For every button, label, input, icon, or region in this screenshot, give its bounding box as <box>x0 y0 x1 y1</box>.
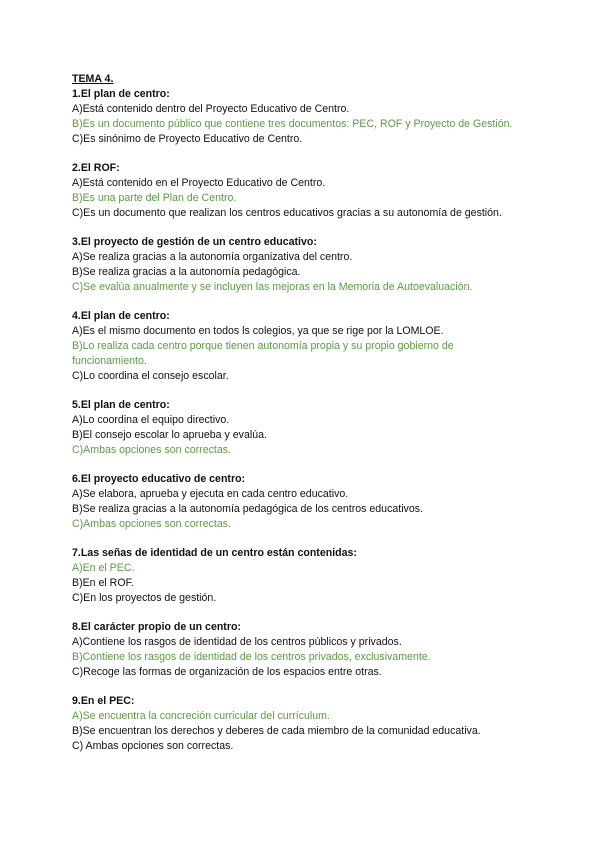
question-block <box>72 235 530 295</box>
question-block <box>72 309 530 384</box>
document-title: TEMA 4. <box>72 73 114 85</box>
answer-option: A)Se realiza gracias a la autonomía organizativa del centro. <box>72 251 353 263</box>
question-title: 4.El plan de centro: <box>72 310 170 322</box>
question-title: 8.El carácter propio de un centro: <box>72 621 241 633</box>
answer-option-correct: C)Se evalúa anualmente y se incluyen las mejoras en la Memoria de Autoevaluación. <box>72 281 473 293</box>
answer-option: C)En los proyectos de gestión. <box>72 592 217 604</box>
answer-option: C)Es un documento que realizan los centros educativos gracias a su autonomía de gestión. <box>72 207 502 219</box>
answer-option: B)Se realiza gracias a la autonomía pedagógica de los centros educativos. <box>72 503 423 515</box>
question-title: 6.El proyecto educativo de centro: <box>72 473 246 485</box>
answer-option-correct: B)Es una parte del Plan de Centro. <box>72 192 237 204</box>
question-block <box>72 546 530 606</box>
question-title: 9.En el PEC: <box>72 695 135 707</box>
question-title: 3.El proyecto de gestión de un centro educativo: <box>72 236 317 248</box>
answer-option: A)Lo coordina el equipo directivo. <box>72 414 230 426</box>
answer-option-correct: A)Se encuentra la concreción curricular del currículum. <box>72 710 330 722</box>
question-title: 1.El plan de centro: <box>72 88 170 100</box>
answer-option: C) Ambas opciones son correctas. <box>72 740 234 752</box>
question-block <box>72 398 530 458</box>
answer-option: B)En el ROF. <box>72 577 134 589</box>
answer-option-correct: B)Lo realiza cada centro porque tienen autonomía propia y su propio gobierno de funcionamiento. <box>72 340 454 367</box>
answer-option: C)Lo coordina el consejo escolar. <box>72 370 229 382</box>
question-block <box>72 161 530 221</box>
question-block <box>72 87 530 147</box>
question-block <box>72 472 530 532</box>
question-title: 5.El plan de centro: <box>72 399 170 411</box>
answer-option: B)Se realiza gracias a la autonomía pedagógica. <box>72 266 301 278</box>
answer-option-correct: B)Es un documento público que contiene tres documentos: PEC, ROF y Proyecto de Gestión. <box>72 118 513 130</box>
question-list <box>72 87 530 754</box>
answer-option: B)El consejo escolar lo aprueba y evalúa. <box>72 429 267 441</box>
question-title: 7.Las señas de identidad de un centro están contenidas: <box>72 547 357 559</box>
answer-option-correct: C)Ambas opciones son correctas. <box>72 518 231 530</box>
question-title: 2.El ROF: <box>72 162 120 174</box>
question-block <box>72 694 530 754</box>
question-block <box>72 620 530 680</box>
answer-option-correct: A)En el PEC. <box>72 562 135 574</box>
answer-option-correct: C)Ambas opciones son correctas. <box>72 444 231 456</box>
answer-option: B)Se encuentran los derechos y deberes de cada miembro de la comunidad educativa. <box>72 725 481 737</box>
answer-option: A)Está contenido dentro del Proyecto Educativo de Centro. <box>72 103 350 115</box>
answer-option-correct: B)Contiene los rasgos de identidad de los centros privados, exclusivamente. <box>72 651 431 663</box>
answer-option: A)Se elabora, aprueba y ejecuta en cada centro educativo. <box>72 488 349 500</box>
answer-option: C)Es sinónimo de Proyecto Educativo de Centro. <box>72 133 303 145</box>
answer-option: A)Está contenido en el Proyecto Educativo de Centro. <box>72 177 326 189</box>
answer-option: A)Contiene los rasgos de identidad de los centros públicos y privados. <box>72 636 402 648</box>
answer-option: A)Es el mismo documento en todos ls colegios, ya que se rige por la LOMLOE. <box>72 325 444 337</box>
answer-option: C)Recoge las formas de organización de los espacios entre otras. <box>72 666 382 678</box>
